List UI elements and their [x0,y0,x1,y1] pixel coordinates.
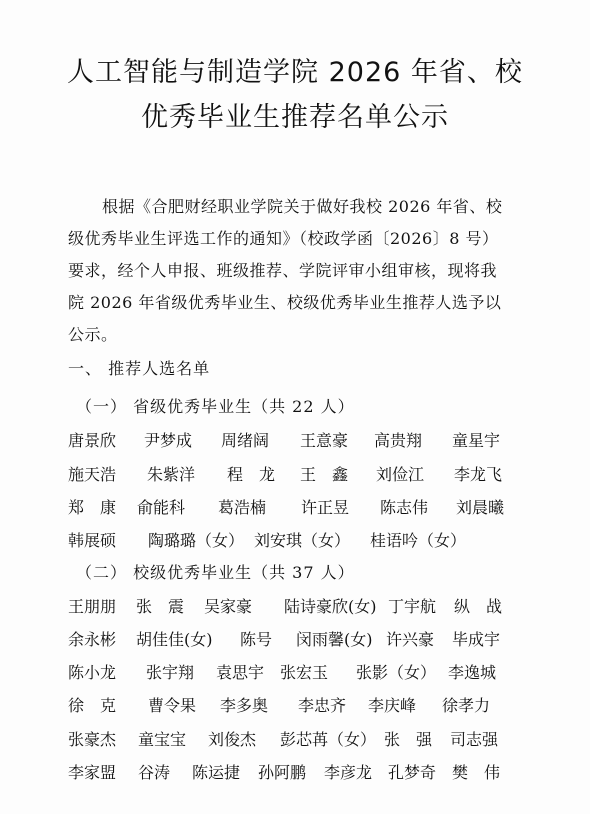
student-name: 尹梦成 [144,431,193,450]
student-name: 程 龙 [227,465,276,484]
student-name: 周绪阔 [221,431,270,450]
student-name: 李庆峰 [368,696,417,715]
student-name: 高贵翔 [374,431,423,450]
student-name: 彭芯苒（女） [280,730,377,749]
student-name: 童宝宝 [138,730,187,749]
student-name: 陈运捷 [192,763,241,782]
student-name: 袁思宇 [216,663,265,682]
student-name: 刘安琪（女） [254,531,351,550]
student-name: 樊 伟 [452,763,501,782]
student-name: 司志强 [450,730,499,749]
student-name: 许兴豪 [386,630,435,649]
student-name: 纵 战 [454,597,503,616]
student-name: 谷涛 [138,763,171,782]
student-name: 李龙飞 [454,465,503,484]
paragraph-line: 根据《合肥财经职业学院关于做好我校 2026 年省、校 [102,197,503,216]
student-name: 张 强 [384,730,433,749]
student-name: 王 鑫 [300,465,349,484]
student-name: 唐景欣 [68,431,117,450]
student-name: 李多奥 [220,696,269,715]
paragraph-line: 级优秀毕业生评选工作的通知》（校政学函〔2026〕8 号） [68,229,499,248]
student-name: 张 震 [136,597,185,616]
student-name: 郑 康 [68,498,117,517]
student-name: 王意豪 [300,431,349,450]
student-name: 胡佳佳(女) [136,630,213,649]
student-name: 许正昱 [301,498,350,517]
section-heading-candidates: 一、 推荐人选名单 [68,359,211,378]
student-name: 徐 克 [68,696,117,715]
student-name: 桂语吟（女） [370,531,467,550]
paragraph-line: 公示。 [68,325,118,344]
student-name: 刘俊杰 [208,730,257,749]
student-name: 张豪杰 [68,730,117,749]
student-name: 陈志伟 [380,498,429,517]
student-name: 吴家豪 [204,597,253,616]
student-name: 李逸城 [448,663,497,682]
student-name: 俞能科 [137,498,186,517]
school-heading: （二） 校级优秀毕业生（共 37 人） [76,563,355,582]
student-name: 李彦龙 [324,763,373,782]
student-name: 陶璐璐（女） [148,531,245,550]
student-name: 闵雨馨(女) [296,630,373,649]
student-name: 葛浩楠 [218,498,267,517]
provincial-heading: （一） 省级优秀毕业生（共 22 人） [76,397,355,416]
student-name: 童星宇 [452,431,501,450]
student-name: 毕成宇 [452,630,501,649]
paragraph-line: 院 2026 年省级优秀毕业生、校级优秀毕业生推荐人选予以 [68,293,502,312]
document-title-line-2: 优秀毕业生推荐名单公示 [141,102,449,133]
notice-paragraph [68,191,528,351]
student-name: 李家盟 [68,763,117,782]
student-name: 徐孝力 [442,696,491,715]
student-name: 曹令果 [148,696,197,715]
student-name: 刘晨曦 [456,498,505,517]
student-name: 朱紫洋 [147,465,196,484]
student-name: 施天浩 [68,465,117,484]
student-name: 张宏玉 [280,663,329,682]
student-name: 王朋朋 [68,597,117,616]
student-name: 韩展硕 [68,531,117,550]
student-name: 刘俭江 [376,465,425,484]
student-name: 张宇翔 [146,663,195,682]
student-name: 陆诗豪欣(女) [284,597,377,616]
student-name: 李忠齐 [298,696,347,715]
document-title-line-1: 人工智能与制造学院 2026 年省、校 [67,57,523,88]
student-name: 张影（女） [356,663,437,682]
student-name: 孔梦奇 [388,763,437,782]
student-name: 丁宇航 [388,597,437,616]
student-name: 孙阿鹏 [258,763,307,782]
student-name: 余永彬 [68,630,117,649]
paragraph-line: 要求，经个人申报、班级推荐、学院评审小组审核，现将我 [68,261,498,280]
student-name: 陈号 [240,630,273,649]
student-name: 陈小龙 [68,663,117,682]
